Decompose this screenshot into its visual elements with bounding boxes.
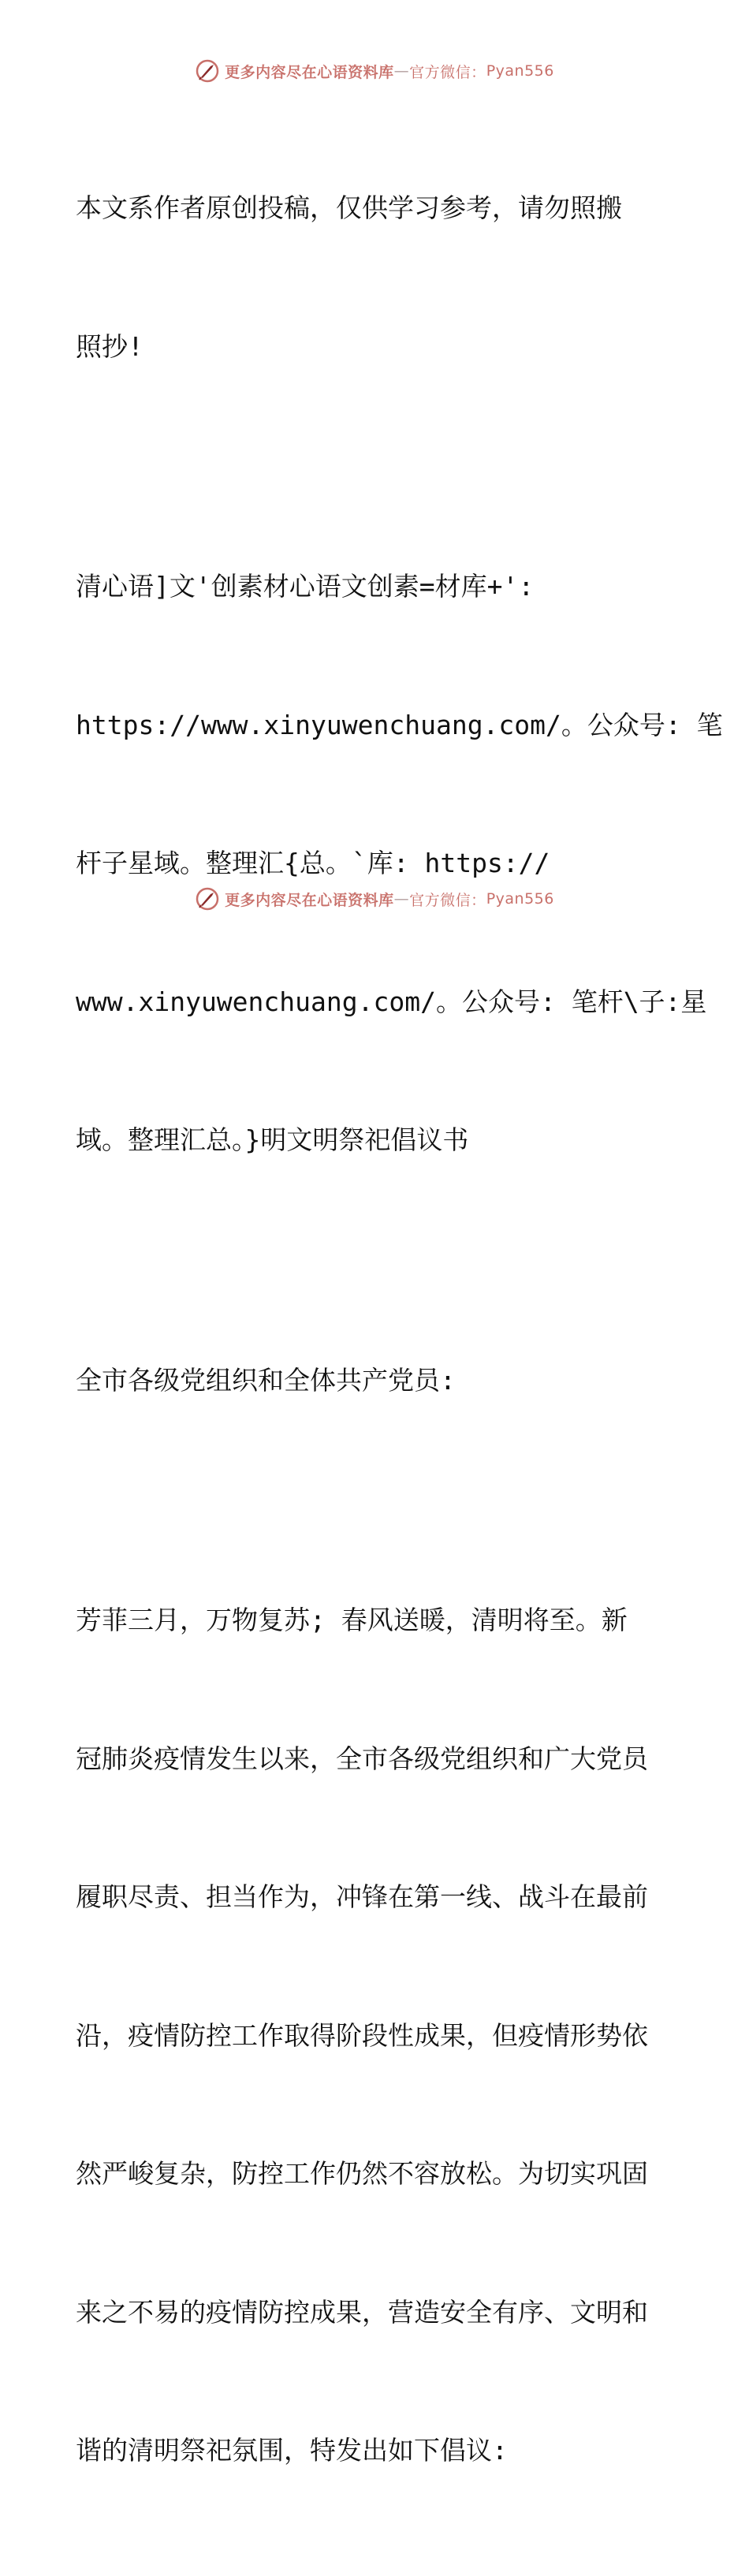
paragraph-salutation: [76, 1266, 675, 1497]
text-line: www.xinyuwenchuang.com/。公众号: 笔杆\子:星: [76, 986, 707, 1017]
text-line: 芳菲三月，万物复苏; 春风送暖，清明将至。新: [76, 1605, 628, 1635]
document-body: [76, 93, 723, 2576]
paragraph-source-title: [76, 472, 723, 1256]
paragraph-body: [76, 1505, 675, 2567]
banner-wechat-id: Pyan556: [486, 62, 554, 80]
text-line: 域。整理汇总。}明文明祭祀倡议书: [76, 1124, 469, 1155]
banner-brand-text: 更多内容尽在心语资料库: [225, 891, 394, 909]
text-line: 沿，疫情防控工作取得阶段性成果，但疫情形势依: [76, 2019, 648, 2051]
banner-separator: —: [393, 890, 410, 908]
text-line: 清心语]文'创素材心语文创素=材库+':: [76, 571, 535, 602]
text-line: 冠肺炎疫情发生以来，全市各级党组织和广大党员: [76, 1743, 648, 1774]
text-line: 本文系作者原创投稿，仅供学习参考，请勿照搬: [76, 192, 622, 223]
header-banner: [0, 55, 749, 87]
banner-brand-text: 更多内容尽在心语资料库: [225, 63, 394, 81]
paragraph-disclaimer: [76, 93, 675, 462]
banner-official-label: 官方微信：: [409, 63, 486, 81]
feather-pen-icon: [195, 886, 220, 911]
banner-official-label: 官方微信：: [409, 891, 486, 909]
text-line: 杆子星域。整理汇{总。`库: https://: [76, 848, 550, 878]
text-line: 然严峻复杂，防控工作仍然不容放松。为切实巩固: [76, 2158, 648, 2189]
text-line: 来之不易的疫情防控成果，营造安全有序、文明和: [76, 2296, 648, 2328]
text-line: 全市各级党组织和全体共产党员:: [76, 1364, 456, 1396]
text-line: 履职尽责、担当作为，冲锋在第一线、战斗在最前: [76, 1881, 648, 1912]
footer-banner: [0, 883, 749, 915]
feather-pen-icon: [195, 58, 220, 84]
text-line: 照抄!: [76, 330, 143, 362]
text-line: 谐的清明祭祀氛围，特发出如下倡议:: [76, 2435, 508, 2466]
text-line: https://www.xinyuwenchuang.com/。公众号: 笔: [76, 709, 723, 740]
banner-separator: —: [393, 62, 410, 80]
banner-wechat-id: Pyan556: [486, 890, 554, 908]
